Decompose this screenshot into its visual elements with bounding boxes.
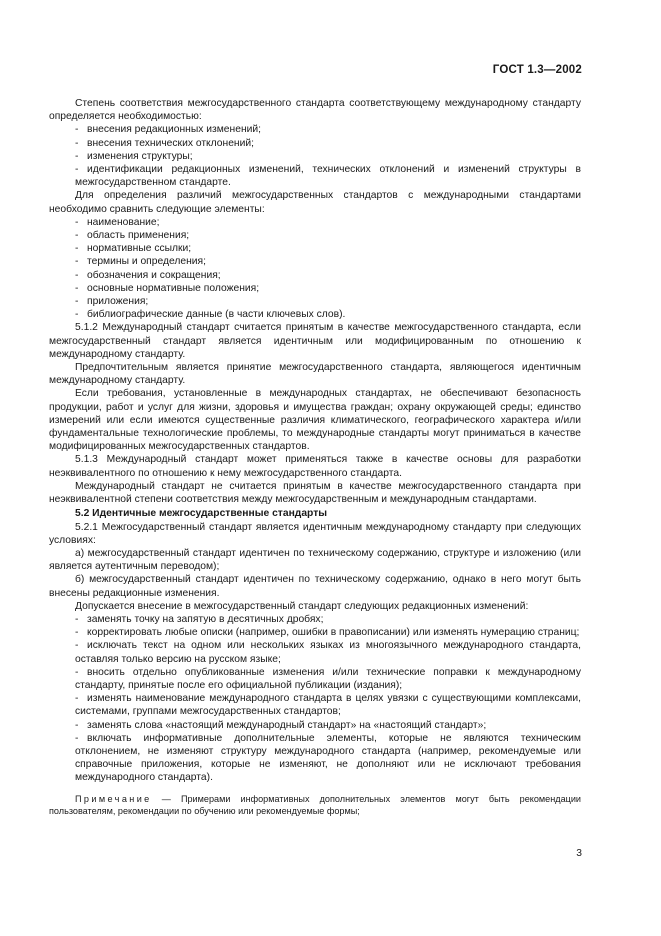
list-dash: - [75,666,79,678]
list-dash: - [75,719,79,731]
list-dash: - [75,627,79,639]
paragraph: а) межгосударственный стандарт идентичен по техническому содержанию, структуре и изложению (или является аутентичным переводом); [49,547,581,573]
list-item [49,229,581,242]
list-item [49,666,581,692]
paragraph: 5.1.3 Международный стандарт может применяться также в качестве основы для разработки неэквивалентного по отношению к нему межгосударственного стандарта. [49,454,581,479]
list-dash: - [75,309,79,321]
list-item [49,295,581,308]
list-item [49,719,581,732]
paragraph: Если требования, установленные в международных стандартах, не обеспечивают безопасность продукции, работ и услуг для жизни, здоровья и имущества граждан; охрану окружающей среды; единство измерений или если имеются существенные различия климатического, географического характера и/или фундаментальные технологические проблемы, то международные стандарты могут приниматься в качестве модифицированных межгосударственных стандартов. [49,388,581,453]
paragraph: б) межгосударственный стандарт идентичен по техническому содержанию, однако в него могут быть внесены редакционные изменения. [49,574,581,599]
list-item-text: вносить отдельно опубликованные изменения и/или технические поправки к международному стандарту, принятые после его официальной публикации (издания); [75,666,581,691]
list-item-text: внесения редакционных изменений; [87,124,262,136]
list-item [49,692,581,718]
paragraph: 5.2.1 Межгосударственный стандарт является идентичным международному стандарту при следующих условиях: [49,521,581,546]
list-item-text: внесения технических отклонений; [87,137,254,149]
list-item-text: идентификации редакционных изменений, технических отклонений и изменений структуры в межгосударственном стандарте. [75,164,581,189]
list-item [49,242,581,255]
list-item [49,639,581,665]
list-dash: - [75,243,79,255]
list-dash: - [75,269,79,281]
list-dash: - [75,613,79,625]
list-item [49,308,581,321]
list-dash: - [75,216,79,228]
list-item-text: заменять слова «настоящий международный стандарт» на «настоящий стандарт»; [87,719,487,731]
document-code: ГОСТ 1.3—2002 [492,64,582,76]
paragraph: Для определения различий межгосударственных стандартов с международными стандартами необходимо сравнить следующие элементы: [49,190,581,215]
list-item-text: исключать текст на одном или нескольких языках из многоязычного международного стандарта, оставляя только версию на русском языке; [75,640,581,665]
list-item-text: наименование; [87,216,160,228]
list-dash: - [75,640,79,652]
paragraph: Степень соответствия межгосударственного стандарта соответствующему международному стандарту определяется необходимостью: [49,98,581,123]
list-item [49,137,581,150]
list-item-text: обозначения и сокращения; [87,269,221,281]
list-dash: - [75,693,79,705]
list-item [49,163,581,189]
list-item [49,150,581,163]
list-item [49,613,581,626]
paragraph: Предпочтительным является принятие межгосударственного стандарта, являющегося идентичным международному стандарту. [49,362,581,387]
note [49,793,581,817]
list-item [49,123,581,136]
list-item [49,732,581,785]
list-item-text: нормативные ссылки; [87,243,192,255]
paragraph: Допускается внесение в межгосударственный стандарт следующих редакционных изменений: [75,600,529,612]
list-item-text: библиографические данные (в части ключевых слов). [87,309,346,321]
note-label: Примечание [75,793,152,804]
list-item-text: изменения структуры; [87,150,193,162]
list-item [49,269,581,282]
list-dash: - [75,150,79,162]
list-item [49,216,581,229]
list-dash: - [75,164,79,176]
list-item [49,255,581,268]
body-text [49,97,581,826]
list-dash: - [75,230,79,242]
list-item-text: заменять точку на запятую в десятичных дробях; [87,613,324,625]
list-item-text: приложения; [87,296,149,308]
list-item-text: область применения; [87,230,190,242]
list-item-text: термины и определения; [87,256,206,268]
list-item-text: включать информативные дополнительные элементы, которые не являются техническим отклонением, не изменяют структуру международного стандарта (например, рекомендуемые или справочные приложения, которые не изменяют, не дополняют или не исключают требования международного стандарта). [75,732,581,784]
section-heading: 5.2 Идентичные межгосударственные стандарты [75,508,328,520]
list-item-text: корректировать любые описки (например, ошибки в правописании) или изменять нумерацию страниц; [87,627,580,639]
list-dash: - [75,296,79,308]
list-dash: - [75,732,79,744]
paragraph: 5.1.2 Международный стандарт считается принятым в качестве межгосударственного стандарта, если межгосударственный стандарт является идентичным или модифицированным по отношению к международному стандарту. [49,322,581,360]
note-text: — Примерами информативных дополнительных элементов могут быть рекомендации пользователям, рекомендации по обучению или рекомендуемые формы; [49,793,581,816]
list-item-text: основные нормативные положения; [87,282,260,294]
list-dash: - [75,282,79,294]
list-item [49,282,581,295]
list-item-text: изменять наименование международного стандарта в целях увязки с существующими комплексами, системами, группами межгосударственных стандартов; [75,693,581,718]
list-dash: - [75,137,79,149]
page-number: 3 [576,848,582,859]
paragraph: Международный стандарт не считается принятым в качестве межгосударственного стандарта при неэквивалентной степени соответствия между межгосударственным и международным стандартами. [49,480,581,506]
list-dash: - [75,124,79,136]
list-dash: - [75,256,79,268]
list-item [49,626,581,639]
